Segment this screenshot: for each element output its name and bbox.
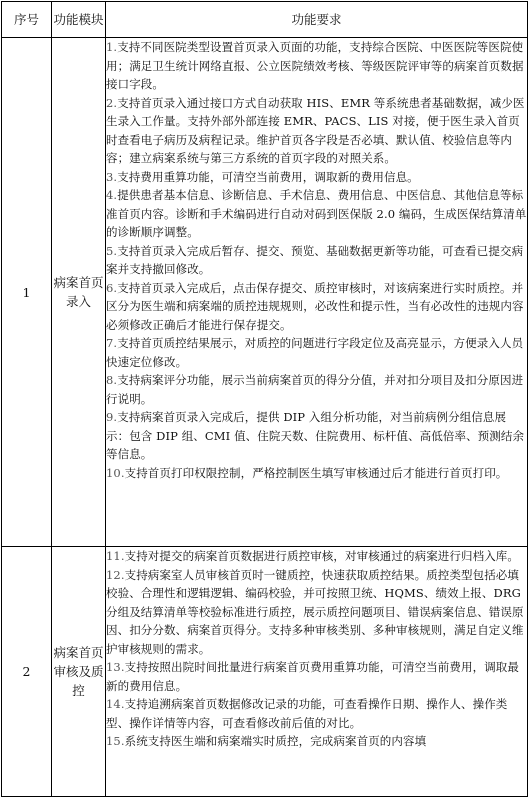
requirements-table [1, 1, 528, 797]
item-text: 支持病案室人员审核首页时一键质控，快速获取质控结果。质控类型包括必填校验、合理性和逻辑逻辑、编码校验，并可按照卫统、HQMS、绩效上报、DRG 分组及结算清单等校验标准进行质控，展示质控问题项目、错误病案信息、错误原因、扣分分数、病案首页得分。支持多种审核类别、多种审核规则，满足自定义维护审核规则的需求。 [106, 567, 524, 656]
item-text: 支持病案评分功能，展示当前病案首页的得分分值，并对扣分项目及扣分原因进行说明。 [106, 373, 524, 406]
item-text: 提供患者基本信息、诊断信息、手术信息、费用信息、中医信息、其他信息等标准首页内容。诊断和手术编码进行自动对码到医保版 2.0 编码，生成医保结算清单的诊断顺序调整。 [106, 188, 527, 239]
item-text: 支持对提交的病案首页数据进行质控审核，对审核通过的病案进行归档入库。 [124, 549, 519, 563]
header-seq: 序号 [2, 2, 52, 38]
requirement-item [106, 371, 527, 408]
item-text: 支持追溯病案首页数据修改记录的功能，可查看操作日期、操作人、操作类型、操作详情等内容，可查看修改前后值的对比。 [106, 697, 508, 730]
row-requirements [106, 38, 528, 547]
item-text: 支持病案首页录入完成后，提供 DIP 入组分析功能，对当前病例分组信息展示：包含 DIP 组、CMI 值、住院天数、住院费用、标杆值、高低倍率、预测结余等信息。 [106, 410, 525, 461]
requirement-item [106, 186, 527, 242]
item-text: 支持首页录入通过接口方式自动获取 HIS、EMR 等系统患者基础数据，减少医生录入工作量。支持外部外部连接 EMR、PACS、LIS 对接，便于医生录入首页时查看电子病历及病程记录。维护首页各字段是否必填、默认值、校验信息等内容；建立病案系统与第三方系统的首页字段的对照关系。 [106, 95, 525, 165]
requirement-item [106, 566, 527, 659]
item-number: 5. [106, 243, 118, 258]
item-number: 7. [106, 336, 118, 350]
item-text: 支持按照出院时间批量进行病案首页费用重算功能，可清空当前费用，调取最新的费用信息。 [106, 660, 519, 693]
item-text: 系统支持医生端和病案端实时质控，完成病案首页的内容填 [124, 734, 427, 748]
requirement-item [106, 695, 527, 732]
item-number: 14. [106, 697, 125, 711]
item-number: 9. [106, 410, 118, 424]
item-text: 支持费用重算功能，可清空当前费用，调取新的费用信息。 [117, 169, 419, 184]
table-header-row [2, 2, 528, 38]
item-text: 支持首页录入完成后，点击保存提交、质控审核时，对该病案进行实时质控。并区分为医生端和病案端的质控违规规则，必改性和提示性，当有必改性的违规内容必须修改正确后才能进行保存提交。 [106, 280, 524, 332]
item-number: 12. [106, 567, 125, 582]
item-text: 支持首页录入完成后暂存、提交、预览、基础数据更新等功能，可查看已提交病案并支持撤回修改。 [106, 243, 524, 276]
row-seq: 1 [2, 38, 52, 547]
row-seq: 2 [2, 547, 52, 797]
requirement-item [106, 94, 527, 168]
item-number: 11. [106, 549, 125, 563]
item-text: 支持不同医院类型设置首页录入页面的功能，支持综合医院、中医医院等医院使用；满足卫生统计网络直报、公立医院绩效考核、等级医院评审等的病案首页数据接口字段。 [106, 40, 524, 91]
requirements-clip [106, 547, 527, 795]
item-text: 支持首页质控结果展示，对质控的问题进行字段定位及高亮显示，方便录入人员快速定位修改。 [106, 336, 524, 369]
table-row [2, 547, 528, 797]
requirement-item [106, 279, 527, 335]
requirement-item [106, 408, 527, 464]
requirement-item [106, 658, 527, 695]
item-number: 3. [106, 169, 118, 184]
requirement-item [106, 547, 527, 566]
item-number: 8. [106, 373, 118, 387]
requirement-item [106, 168, 527, 187]
row-module: 病案首页审核及质控 [52, 547, 106, 797]
requirement-item [106, 732, 527, 751]
row-module: 病案首页录入 [52, 38, 106, 547]
row-requirements [106, 547, 528, 797]
header-module: 功能模块 [52, 2, 106, 38]
requirement-item [106, 242, 527, 279]
header-requirement: 功能要求 [106, 2, 528, 38]
item-number: 1. [106, 40, 118, 54]
item-number: 6. [106, 280, 118, 295]
item-number: 2. [106, 95, 118, 110]
item-number: 15. [106, 734, 125, 748]
item-number: 4. [106, 188, 118, 202]
item-number: 10. [106, 465, 125, 480]
requirement-item [106, 38, 527, 94]
item-text: 支持首页打印权限控制，严格控制医生填写审核通过后才能进行首页打印。 [124, 465, 508, 480]
table-row [2, 38, 528, 547]
requirement-item [106, 334, 527, 371]
requirement-item [106, 464, 527, 483]
item-number: 13. [106, 660, 125, 674]
